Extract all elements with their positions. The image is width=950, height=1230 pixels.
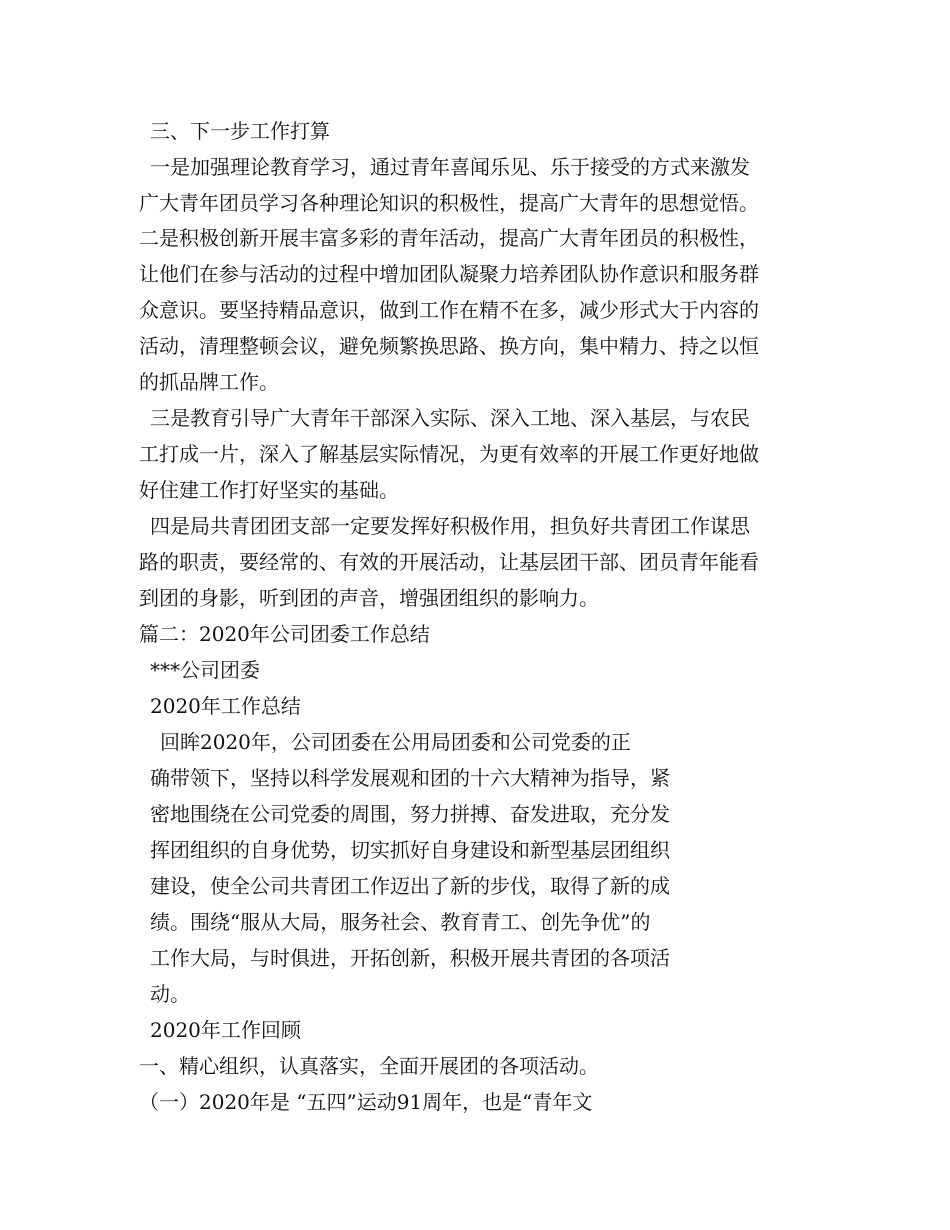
paragraph-line: 二是积极创新开展丰富多彩的青年活动，提高广大青年团员的积极性，	[139, 226, 759, 250]
paragraph-line: 动。	[150, 982, 190, 1006]
paragraph-line: 工打成一片，深入了解基层实际情况，为更有效率的开展工作更好地做	[139, 442, 759, 466]
paragraph-line: 绩。围绕“服从大局，服务社会、教育青工、创先争优”的	[150, 910, 651, 934]
paragraph-line: 回眸2020年，公司团委在公用局团委和公司党委的正	[160, 730, 631, 754]
paragraph-line: 工作大局，与时俱进，开拓创新，积极开展共青团的各项活	[150, 946, 670, 970]
section-heading: 一、精心组织，认真落实，全面开展团的各项活动。	[139, 1054, 599, 1078]
paragraph-line: 密地围绕在公司党委的周围，努力拼搏、奋发进取，充分发	[150, 802, 670, 826]
paragraph-line: 路的职责，要经常的、有效的开展活动，让基层团干部、团员青年能看	[139, 550, 759, 574]
paragraph-line: 到团的身影，听到团的声音，增强团组织的影响力。	[139, 586, 599, 610]
paragraph-line: 众意识。要坚持精品意识，做到工作在精不在多，减少形式大于内容的	[139, 298, 759, 322]
paragraph-line: 一是加强理论教育学习，通过青年喜闻乐见、乐于接受的方式来激发	[150, 155, 750, 179]
section-heading: 2020年工作回顾	[150, 1018, 301, 1042]
section-heading: 三、下一步工作打算	[150, 119, 330, 143]
article-heading: 篇二：2020年公司团委工作总结	[139, 622, 430, 646]
paragraph-line: 挥团组织的自身优势，切实抓好自身建设和新型基层团组织	[150, 838, 670, 862]
paragraph-line: 好住建工作打好坚实的基础。	[139, 478, 399, 502]
paragraph-line: （一）2020年是 “五四”运动91周年，也是“青年文	[139, 1090, 593, 1114]
report-title: 2020年工作总结	[150, 694, 301, 718]
paragraph-line: 广大青年团员学习各种理论知识的积极性，提高广大青年的思想觉悟。	[139, 191, 759, 215]
paragraph-line: 三是教育引导广大青年干部深入实际、深入工地、深入基层，与农民	[150, 406, 750, 430]
paragraph-line: 建设，使全公司共青团工作迈出了新的步伐，取得了新的成	[150, 874, 670, 898]
paragraph-line: 的抓品牌工作。	[139, 370, 279, 394]
organization-name: ***公司团委	[150, 658, 260, 682]
paragraph-line: 让他们在参与活动的过程中增加团队凝聚力培养团队协作意识和服务群	[139, 262, 759, 286]
paragraph-line: 确带领下，坚持以科学发展观和团的十六大精神为指导，紧	[150, 766, 670, 790]
paragraph-line: 活动，清理整顿会议，避免频繁换思路、换方向，集中精力、持之以恒	[139, 334, 759, 358]
paragraph-line: 四是局共青团团支部一定要发挥好积极作用，担负好共青团工作谋思	[150, 514, 750, 538]
